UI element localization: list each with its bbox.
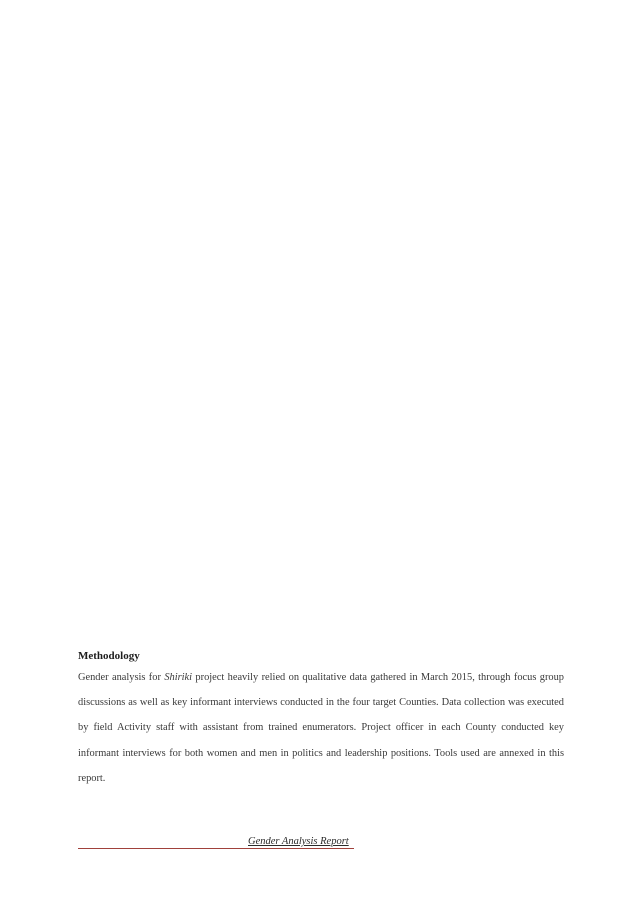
paragraph-text-rest: project heavily relied on qualitative data gathered in March 2015, through focus group discussions as well as key informant interviews conducted in the four target Counties. Data collection was executed by field Activity staff with assistant from trained enumerators. Project officer in each County conducted key informant interviews for both women and men in politics and leadership positions. Tools used are annexed in this report. [78, 672, 565, 784]
footer-title: Gender Analysis Report [248, 836, 349, 847]
methodology-paragraph [78, 665, 564, 791]
footer-rule [78, 848, 354, 849]
section-heading: Methodology [78, 650, 140, 662]
methodology-section [78, 647, 564, 791]
paragraph-text-start: Gender analysis for [78, 672, 165, 683]
page-footer [78, 836, 368, 850]
project-name-italic: Shiriki [164, 672, 193, 683]
